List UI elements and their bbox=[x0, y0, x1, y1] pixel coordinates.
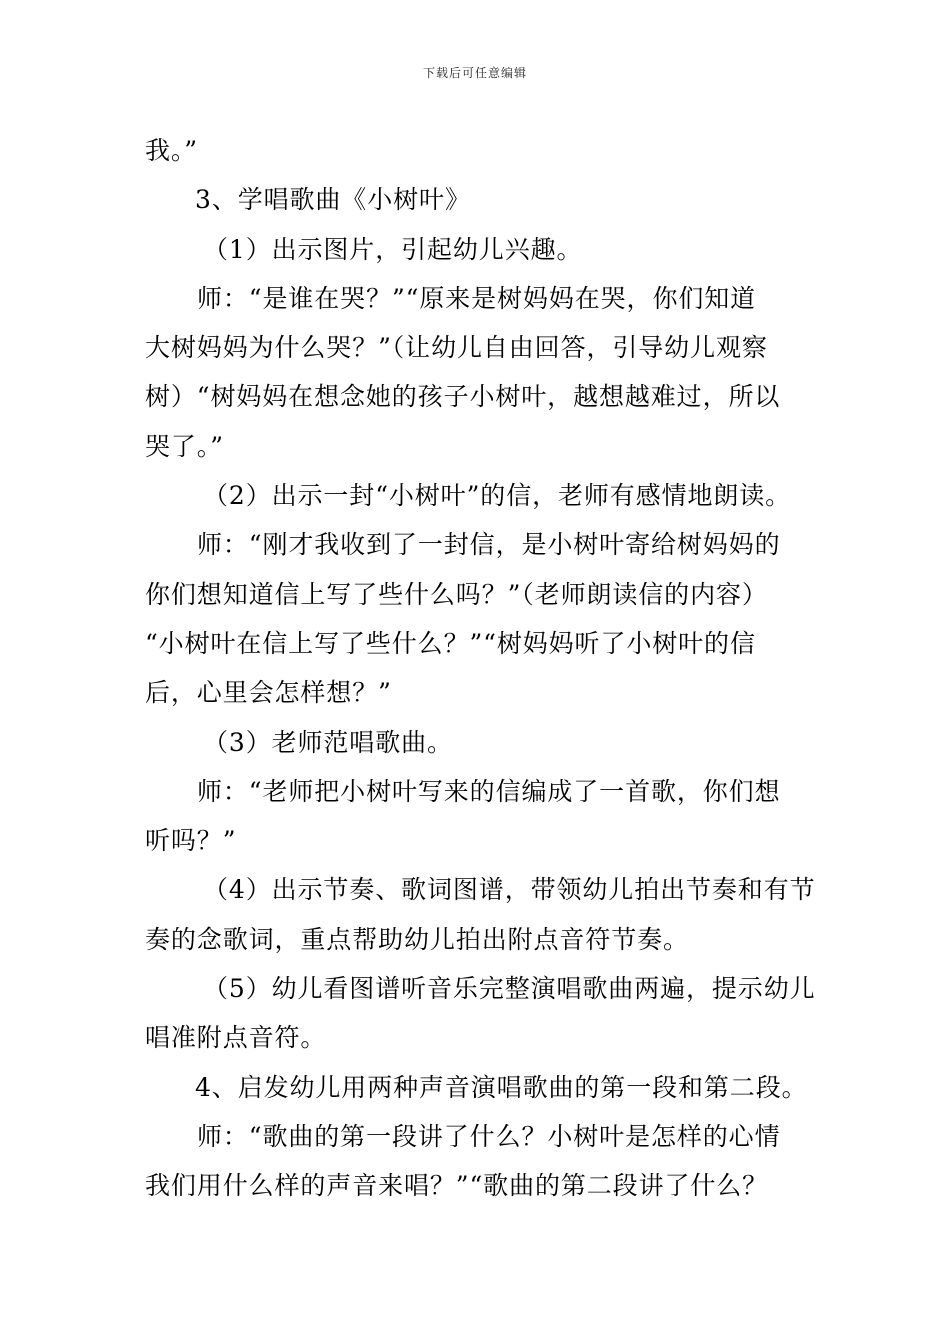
text-line: 唱准附点音符。 bbox=[145, 1023, 327, 1053]
text-line: 大树妈妈为什么哭？”（让幼儿自由回答，引导幼儿观察 bbox=[145, 333, 768, 363]
text-line: 树）“树妈妈在想念她的孩子小树叶，越想越难过，所以 bbox=[145, 382, 781, 412]
section-heading: 3、学唱歌曲《小树叶》 bbox=[195, 185, 471, 215]
text-line: 奏的念歌词，重点帮助幼儿拍出附点音符节奏。 bbox=[145, 924, 689, 954]
sub-item: （5）幼儿看图谱听音乐完整演唱歌曲两遍，提示幼儿 bbox=[203, 974, 816, 1004]
text-line: 你们想知道信上写了些什么吗？”（老师朗读信的内容） bbox=[145, 579, 768, 609]
text-line: 师：“是谁在哭？”“原来是树妈妈在哭，你们知道 bbox=[197, 283, 757, 313]
section-heading: 4、启发幼儿用两种声音演唱歌曲的第一段和第二段。 bbox=[195, 1072, 808, 1102]
text-line: 师：“刚才我收到了一封信，是小树叶寄给树妈妈的 bbox=[197, 530, 781, 560]
document-body bbox=[145, 126, 816, 1211]
text-line: 我们用什么样的声音来唱？”“歌曲的第二段讲了什么？ bbox=[145, 1171, 769, 1201]
sub-item: （3）老师范唱歌曲。 bbox=[203, 727, 453, 757]
text-line: 我。” bbox=[145, 136, 198, 165]
sub-item: （2）出示一封“小树叶”的信，老师有感情地朗读。 bbox=[203, 481, 792, 511]
text-line: 师：“歌曲的第一段讲了什么？小树叶是怎样的心情 bbox=[197, 1121, 781, 1151]
text-line: 后，心里会怎样想？” bbox=[145, 678, 392, 708]
text-line: 师：“老师把小树叶写来的信编成了一首歌，你们想 bbox=[197, 776, 781, 806]
text-line: 听吗？” bbox=[145, 826, 237, 856]
text-line: 哭了。” bbox=[145, 431, 224, 461]
sub-item: （4）出示节奏、歌词图谱，带领幼儿拍出节奏和有节 bbox=[203, 875, 816, 905]
sub-item: （1）出示图片，引起幼儿兴趣。 bbox=[203, 234, 583, 264]
page-header: 下载后可任意编辑 bbox=[422, 66, 527, 80]
text-line: “小树叶在信上写了些什么？”“树妈妈听了小树叶的信 bbox=[145, 628, 756, 658]
